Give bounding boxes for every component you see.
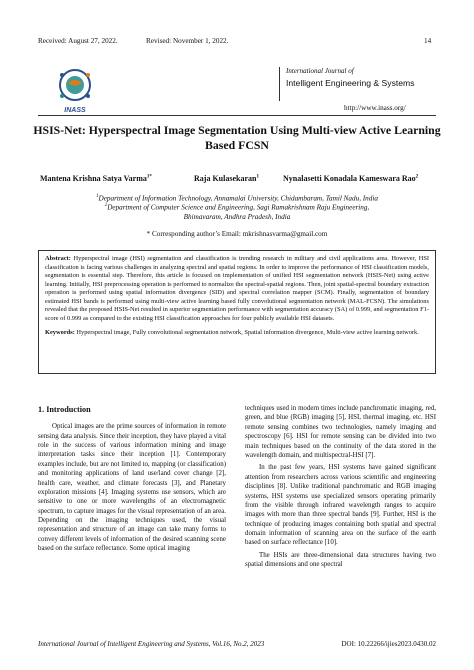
footer-doi[interactable]: DOI: 10.22266/ijies2023.0430.02 [341, 640, 436, 648]
author-sup: 2 [415, 174, 419, 180]
abstract-label: Abstract: [45, 255, 71, 262]
journal-name-line1: International Journal of [286, 67, 354, 75]
journal-url[interactable]: http://www.inass.org/ [344, 104, 406, 112]
intro-paragraph-1: Optical images are the prime sources of information in remote sensing data analysis. Since their inception, they have played a vital role in the success of various information mining and image interpretation tasks since their inception [1]. Contemporary examples include, but are not limited to, mapping (or classification) and monitoring applications of land use/land cover change [2], health care, weather, and climate forecasts [3], and Planetary exploration missions [4]. Imaging systems use sensors, which are sensitive to one or more wavelengths of an electromagnetic spectrum, to capture images for the visual representation of an area. Depending on the imaging techniques used, the visual representation and structure of an image can take many forms to convey different levels of information of the desired scanning scene based on the surface reflectance. Some optical imaging [38, 423, 226, 553]
author-name: Nynalasetti Konadala Kameswara Rao [283, 174, 416, 183]
intro-paragraph-2: techniques used in modern times include panchromatic imaging, red, green, and blue (RGB) imaging [5], HSI, thermal imaging, etc. HSI remote sensing combines two technologies, namely imaging and spectroscopy [6]. HSI for remote sensing can be divided into two main techniques based on the continuity of the data stored in the wavelength domain, and multispectral-HSI [7]. [245, 405, 436, 459]
keywords [45, 329, 429, 338]
abstract-box [38, 250, 436, 374]
left-column [38, 404, 226, 554]
received-date: Received: August 27, 2022. [38, 37, 118, 45]
author-sup: 1* [146, 174, 152, 180]
author-2 [194, 174, 259, 183]
author-1 [40, 174, 152, 183]
intro-paragraph-3: In the past few years, HSI systems have gained significant attention from researchers across various scientific and engineering disciplines [8]. Unlike traditional panchromatic and RGB imaging systems, HSI systems use specialized sensors operating primarily from the visible through infrared wavelength ranges to acquire images with more than three spectral bands [9]. Further, HSI is the technique of producing images containing both spatial and spectral domain information of scanning area on the surface of the earth based on surface reflectance [10]. [245, 464, 436, 547]
section-title-introduction: 1. Introduction [38, 405, 91, 414]
corresponding-author: * Corresponding author’s Email: mkrishnasvarma@gmail.com [146, 230, 328, 238]
right-column [245, 404, 436, 570]
author-name: Mantena Krishna Satya Varma [40, 174, 147, 183]
paper-title [30, 123, 444, 152]
header-rule [38, 115, 436, 116]
globe-people-logo-icon [52, 66, 98, 104]
author-name: Raja Kulasekaran [194, 174, 257, 183]
affiliation-2-cont: Bhimavaram, Andhra Pradesh, India [183, 212, 291, 221]
abstract-text: Hyperspectral image (HSI) segmentation and classification is trending research in military and civil applications area. However, HSI classification is facing various challenges in analyzing spectral and spatial regions. In order to improve the performance of HSI classification models, segmentation is essential step. Therefore, this article is focused on implementation of unified HSI segmentation network (HSIS-Net) using active learning. Initially, HSI preprocessing operation is performed to normalize the spectral-spatial regions. Then, joint spatial-spectral boundary extraction operation is performed using spatial information divergence (SID) and spectral correlation mapper (SCM). Finally, segmentation of boundary estimated HSI bands is performed using multi-view active learning based fully convolutional segmentation network (MAL-FCSN). The simulations revealed that the proposed HSIS-Net resulted in superior segmentation performance with segmentation accuracy (SA) of 0.999, and segmentation F1-score of 0.999 as compared to the existing HSI classification approaches for four publicly available HSI datasets. [45, 255, 429, 322]
keywords-label: Keywords: [45, 329, 75, 337]
affiliation-1: $^1$Department of Information Technology, Annamalai University, Chidambaram, Tamil Nadu, India [96, 194, 378, 203]
paper-title-line1: HSIS-Net: Hyperspectral Image Segmentation Using Multi-view Active Learning [33, 123, 441, 137]
footer [38, 640, 436, 648]
journal-box [279, 67, 415, 101]
footer-journal: International Journal of Intelligent Engineering and Systems, Vol.16, No.2, 2023 [38, 640, 265, 648]
intro-paragraph-4: The HSIs are three-dimensional data structures having two spatial dimensions and one spectral [245, 551, 436, 569]
revised-date: Revised: November 1, 2022. [146, 37, 229, 45]
affiliation-2: $^2$Department of Computer Science and Engineering, Sagi Ramakrishnam Raju Engineering, [104, 203, 370, 212]
paper-title-line2: Based FCSN [205, 137, 269, 152]
author-3 [283, 174, 418, 183]
affiliations [38, 194, 436, 222]
page-number: 14 [424, 37, 432, 45]
abstract [45, 255, 429, 323]
inass-logo [52, 66, 98, 112]
journal-name-line2: Intelligent Engineering & Systems [286, 78, 415, 88]
logo-text: INASS [64, 107, 86, 114]
keywords-text: Hyperspectral image, Fully convolutional segmentation network, Spatial information divergence, Multi-view active learning network. [74, 329, 419, 337]
author-sup: 1 [256, 174, 259, 180]
